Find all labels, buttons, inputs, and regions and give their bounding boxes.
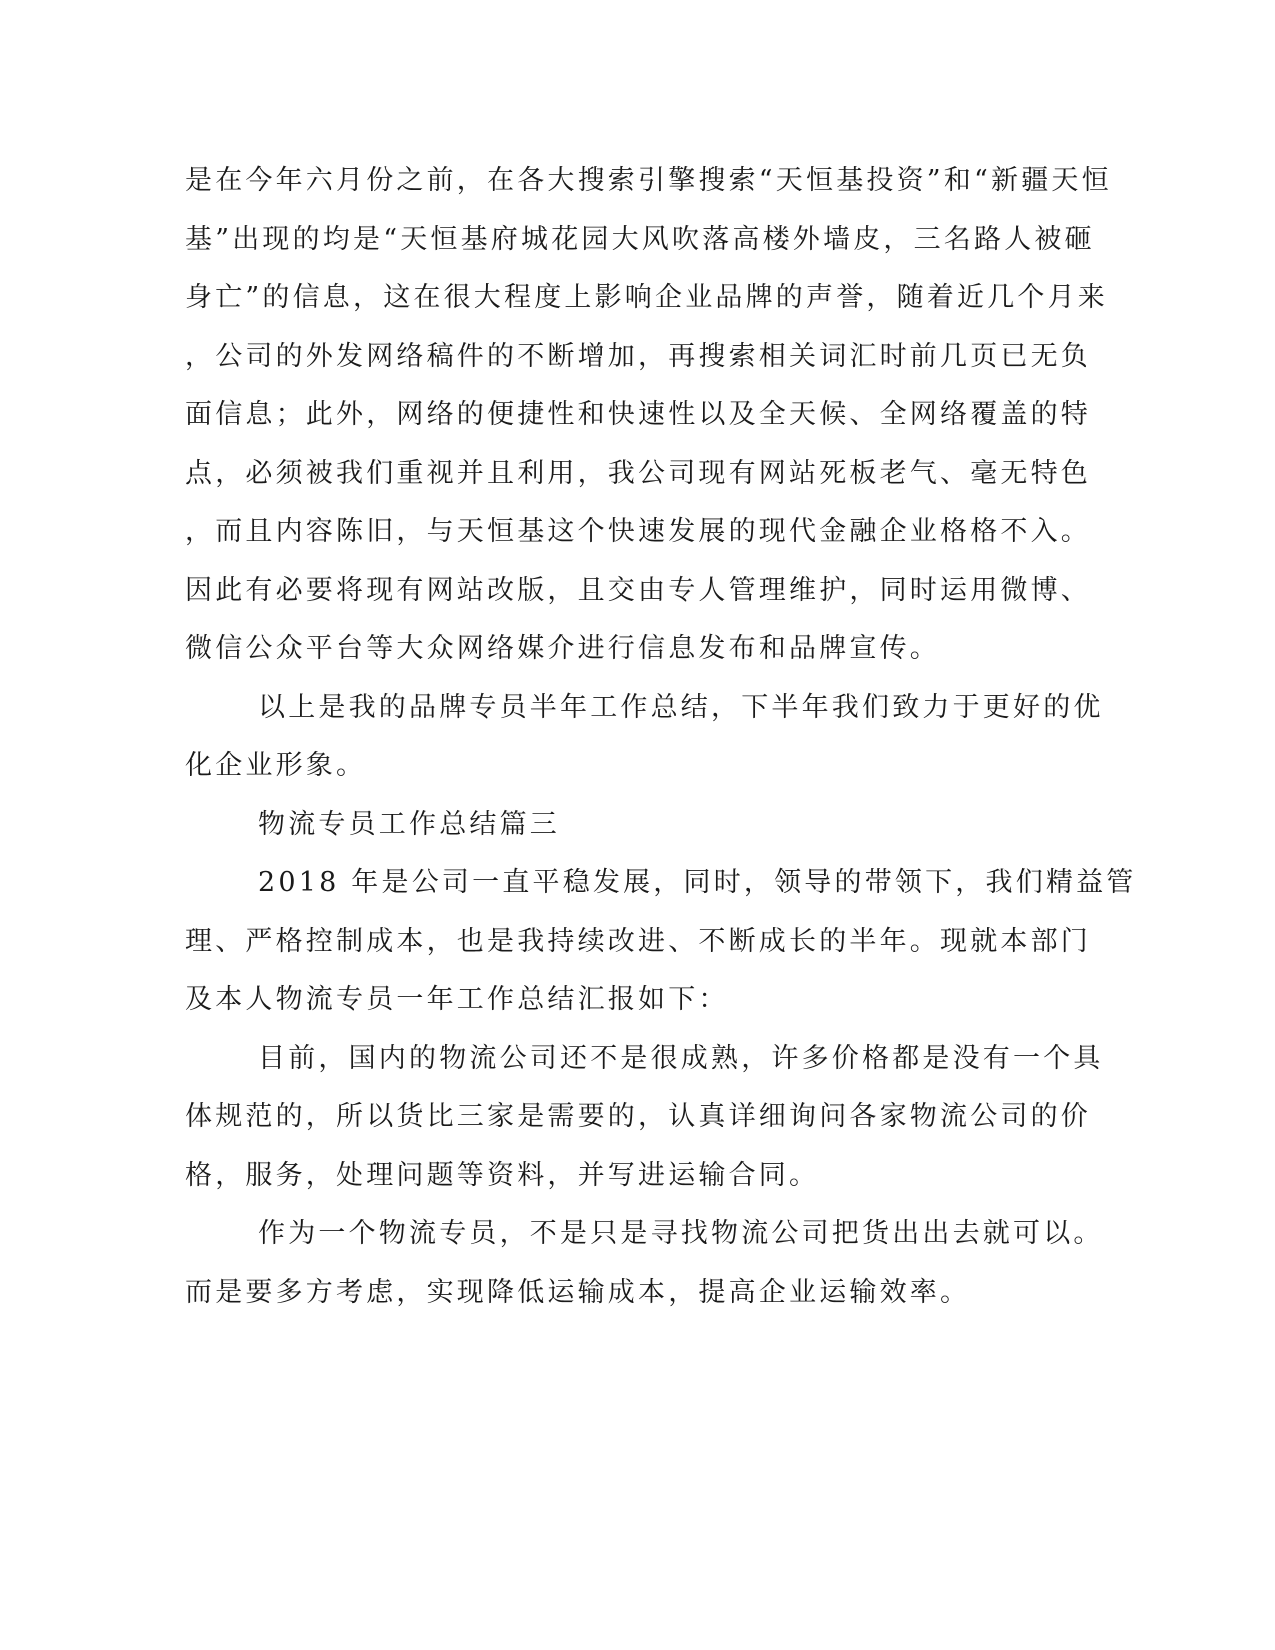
section-heading: 物流专员工作总结篇三 xyxy=(258,809,560,840)
text-line: 及本人物流专员一年工作总结汇报如下： xyxy=(185,984,729,1015)
paragraph-first-line: 以上是我的品牌专员半年工作总结，下半年我们致力于更好的优 xyxy=(258,692,1104,723)
text-line: 格，服务，处理问题等资料，并写进运输合同。 xyxy=(185,1160,820,1191)
text-line: 而是要多方考虑，实现降低运输成本，提高企业运输效率。 xyxy=(185,1277,971,1308)
text-line: 理、严格控制成本，也是我持续改进、不断成长的半年。现就本部门 xyxy=(185,926,1091,957)
text-line: 身亡”的信息，这在很大程度上影响企业品牌的声誉，随着近几个月来 xyxy=(185,282,1109,313)
text-line: 微信公众平台等大众网络媒介进行信息发布和品牌宣传。 xyxy=(185,633,940,664)
text-line: 因此有必要将现有网站改版，且交由专人管理维护，同时运用微博、 xyxy=(185,575,1091,606)
text-line: 面信息；此外，网络的便捷性和快速性以及全天候、全网络覆盖的特 xyxy=(185,399,1091,430)
paragraph-first-line: 作为一个物流专员，不是只是寻找物流公司把货出出去就可以。 xyxy=(258,1218,1104,1249)
text-line: 化企业形象。 xyxy=(185,750,367,781)
text-line: 是在今年六月份之前，在各大搜索引擎搜索“天恒基投资”和“新疆天恒 xyxy=(185,165,1112,196)
text-line: 体规范的，所以货比三家是需要的，认真详细询问各家物流公司的价 xyxy=(185,1101,1091,1132)
text-line: ，而且内容陈旧，与天恒基这个快速发展的现代金融企业格格不入。 xyxy=(185,516,1091,547)
paragraph-first-line: 目前，国内的物流公司还不是很成熟，许多价格都是没有一个具 xyxy=(258,1043,1104,1074)
text-line: 点，必须被我们重视并且利用，我公司现有网站死板老气、毫无特色 xyxy=(185,458,1091,489)
text-line: 基”出现的均是“天恒基府城花园大风吹落高楼外墙皮，三名路人被砸 xyxy=(185,224,1095,255)
text-line: ，公司的外发网络稿件的不断增加，再搜索相关词汇时前几页已无负 xyxy=(185,341,1091,372)
paragraph-first-line: 2018 年是公司一直平稳发展，同时，领导的带领下，我们精益管 xyxy=(258,867,1137,898)
